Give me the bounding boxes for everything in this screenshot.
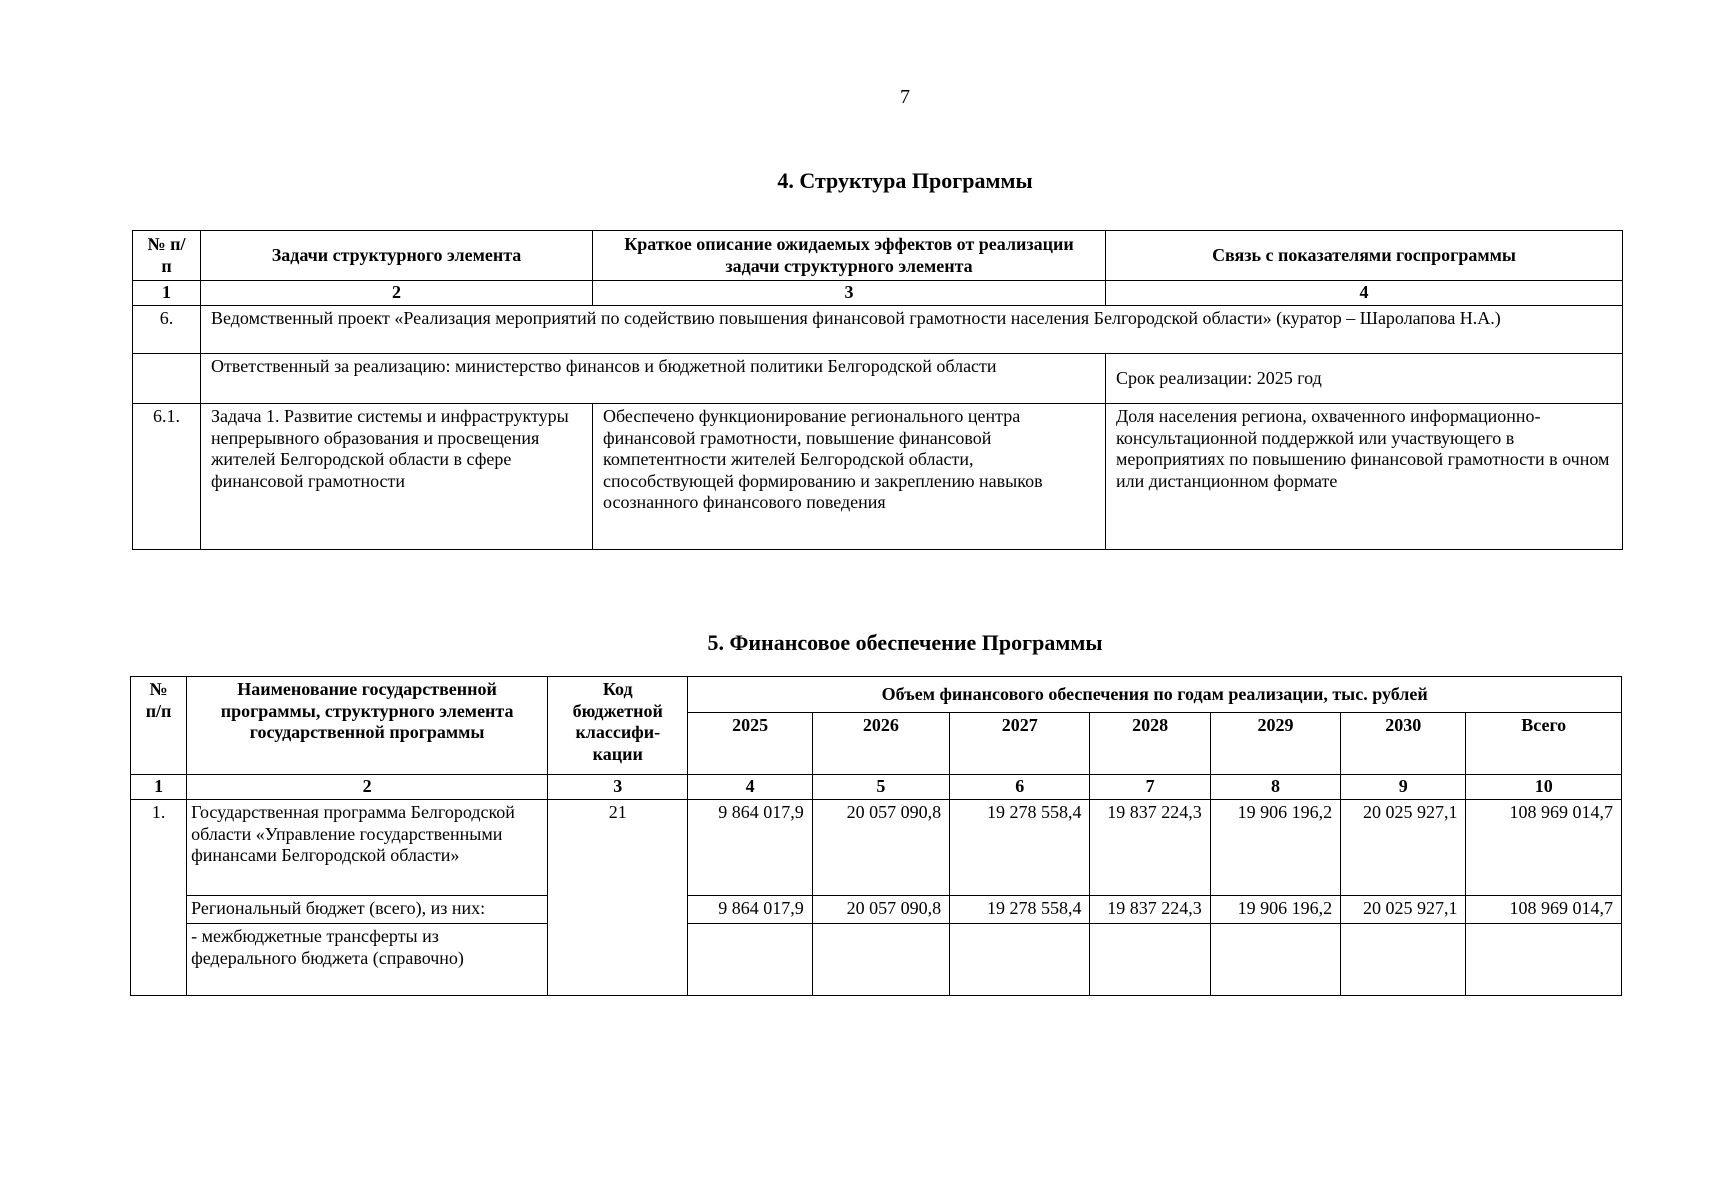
fin-header-num: № п/п (131, 677, 187, 775)
value-cell: 19 906 196,2 (1210, 800, 1340, 896)
fin-header-total: Всего (1466, 713, 1622, 775)
col-number: 4 (688, 775, 812, 800)
value-cell: 19 278 558,4 (950, 896, 1090, 924)
responsible-text: Ответственный за реализацию: министерство финансов и бюджетной политики Белгородской области (201, 354, 1106, 404)
col-number: 10 (1466, 775, 1622, 800)
col-number: 5 (812, 775, 949, 800)
col-number: 9 (1341, 775, 1466, 800)
fin-header-year: 2028 (1090, 713, 1210, 775)
value-cell (1341, 924, 1466, 996)
value-cell: 19 278 558,4 (950, 800, 1090, 896)
value-cell: 20 025 927,1 (1341, 896, 1466, 924)
value-cell (1090, 924, 1210, 996)
col-number: 1 (131, 775, 187, 800)
col-number: 3 (593, 281, 1106, 306)
row-num: 1. (131, 800, 187, 996)
value-cell: 20 025 927,1 (1341, 800, 1466, 896)
program-name: - межбюджетные трансферты из федерального бюджета (справочно) (187, 924, 548, 996)
col-number: 4 (1106, 281, 1623, 306)
value-cell: 20 057 090,8 (812, 800, 949, 896)
budget-code: 21 (548, 800, 688, 996)
col-number: 2 (187, 775, 548, 800)
value-cell: 19 837 224,3 (1090, 800, 1210, 896)
col-number: 6 (950, 775, 1090, 800)
value-cell (688, 924, 812, 996)
section-5-title: 5. Финансовое обеспечение Программы (707, 630, 1103, 655)
fin-header-volume: Объем финансового обеспечения по годам реализации, тыс. рублей (688, 677, 1622, 713)
value-cell (1466, 924, 1622, 996)
fin-header-code: Код бюджетной классифи-кации (548, 677, 688, 775)
table-row (131, 924, 1622, 996)
value-cell (812, 924, 949, 996)
header-tasks: Задачи структурного элемента (201, 231, 593, 281)
fin-header-name: Наименование государственной программы, структурного элемента государственной программы (187, 677, 548, 775)
task-num: 6.1. (133, 404, 201, 550)
fin-header-year: 2029 (1210, 713, 1340, 775)
task-text: Задача 1. Развитие системы и инфраструктуры непрерывного образования и просвещения жителей Белгородской области в сфере финансовой грамотности (201, 404, 593, 550)
fin-header-year: 2026 (812, 713, 949, 775)
col-number: 3 (548, 775, 688, 800)
table-row (131, 800, 1622, 896)
fin-header-year: 2027 (950, 713, 1090, 775)
page-number: 7 (900, 86, 910, 108)
section-4-title: 4. Структура Программы (777, 168, 1033, 193)
program-name: Региональный бюджет (всего), из них: (187, 896, 548, 924)
value-cell: 9 864 017,9 (688, 896, 812, 924)
value-cell: 19 837 224,3 (1090, 896, 1210, 924)
header-effects: Краткое описание ожидаемых эффектов от реализации задачи структурного элемента (593, 231, 1106, 281)
value-cell: 108 969 014,7 (1466, 800, 1622, 896)
table-row (131, 896, 1622, 924)
fin-header-year: 2030 (1341, 713, 1466, 775)
project-title: Ведомственный проект «Реализация мероприятий по содействию повышения финансовой грамотности населения Белгородской области» (куратор – Шаролапова Н.А.) (201, 306, 1623, 354)
value-cell (950, 924, 1090, 996)
implementation-term: Срок реализации: 2025 год (1106, 354, 1623, 404)
value-cell: 108 969 014,7 (1466, 896, 1622, 924)
task-effect: Обеспечено функционирование регионального центра финансовой грамотности, повышение финансовой компетентности жителей Белгородской области, способствующей формированию и закреплению навыков осознанного финансового поведения (593, 404, 1106, 550)
structure-table (132, 230, 1623, 550)
program-name: Государственная программа Белгородской области «Управление государственными финансами Белгородской области» (187, 800, 548, 896)
empty-cell (133, 354, 201, 404)
header-link: Связь с показателями госпрограммы (1106, 231, 1623, 281)
value-cell: 19 906 196,2 (1210, 896, 1340, 924)
value-cell: 9 864 017,9 (688, 800, 812, 896)
project-num: 6. (133, 306, 201, 354)
col-number: 7 (1090, 775, 1210, 800)
col-number: 2 (201, 281, 593, 306)
col-number: 1 (133, 281, 201, 306)
header-num: № п/п (133, 231, 201, 281)
value-cell: 20 057 090,8 (812, 896, 949, 924)
value-cell (1210, 924, 1340, 996)
col-number: 8 (1210, 775, 1340, 800)
fin-header-year: 2025 (688, 713, 812, 775)
finance-table (130, 676, 1622, 996)
task-link: Доля населения региона, охваченного информационно-консультационной поддержкой или участвующего в мероприятиях по повышению финансовой грамотности в очном или дистанционном формате (1106, 404, 1623, 550)
